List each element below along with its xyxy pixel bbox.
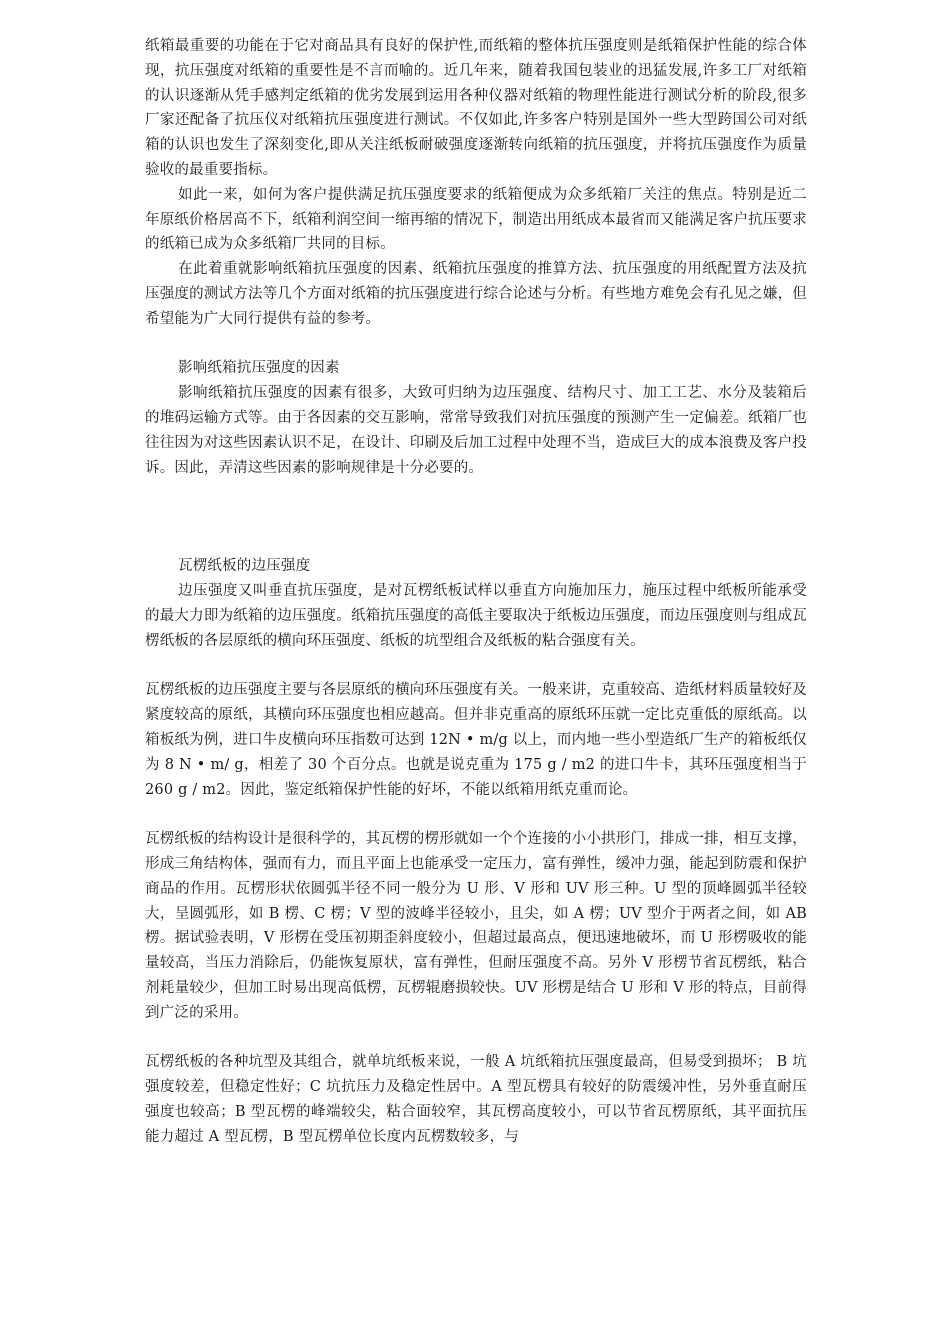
- section-paragraph: 边压强度又叫垂直抗压强度，是对瓦楞纸板试样以垂直方向施加压力，施压过程中纸板所能承受的最大力即为纸箱的边压强度。纸箱抗压强度的高低主要取决于纸板边压强度，而边压强度则与组成瓦楞纸板的各层原纸的横向环压强度、纸板的坑型组合及纸板的粘合强度有关。: [145, 583, 807, 649]
- paragraph-spacer: [145, 802, 807, 827]
- intro-paragraph: 纸箱最重要的功能在于它对商品具有良好的保护性,而纸箱的整体抗压强度则是纸箱保护性能的综合体现，抗压强度对纸箱的重要性是不言而喻的。近几年来，随着我国包装业的迅猛发展,许多工厂对纸箱的认识逐渐从凭手感判定纸箱的优劣发展到运用各种仪器对纸箱的物理性能进行测试分析的阶段,很多厂家还配备了抗压仪对纸箱抗压强度进行测试。不仅如此,许多客户特别是国外一些大型跨国公司对纸箱的认识也发生了深刻变化,即从关注纸板耐破强度逐渐转向纸箱的抗压强度，并将抗压强度作为质量验收的最重要指标。: [145, 38, 807, 178]
- paragraph-spacer: [145, 1025, 807, 1050]
- paragraph-spacer: [145, 332, 807, 357]
- paragraph-spacer: [145, 654, 807, 679]
- document-page: [145, 34, 807, 1149]
- intro-paragraph: 如此一来，如何为客户提供满足抗压强度要求的纸箱便成为众多纸箱厂关注的焦点。特别是近二年原纸价格居高不下，纸箱利润空间一缩再缩的情况下，制造出用纸成本最省而又能满足客户抗压要求的纸箱已成为众多纸箱厂共同的目标。: [145, 186, 807, 253]
- body-paragraph: 瓦楞纸板的各种坑型及其组合，就单坑纸板来说，一般 A 坑纸箱抗压强度最高，但易受到损坏； B 坑强度较差，但稳定性好；C 坑抗压力及稳定性居中。A 型瓦楞具有较好的防震缓冲性，另外垂直耐压强度也较高；B 型瓦楞的峰端较尖，粘合面较窄，其瓦楞高度较小，可以节省瓦楞原纸，其平面抗压能力超过 A 型瓦楞，B 型瓦楞单位长度内瓦楞数较多，与: [145, 1054, 807, 1145]
- body-paragraph: 瓦楞纸板的边压强度主要与各层原纸的横向环压强度有关。一般来讲，克重较高、造纸材料质量较好及紧度较高的原纸，其横向环压强度也相应越高。但并非克重高的原纸环压就一定比克重低的原纸高。以箱板纸为例，进口牛皮横向环压指数可达到 12N • m/g 以上，而内地一些小型造纸厂生产的箱板纸仅为 8 N • m/ g，相差了 30 个百分点。也就是说克重为 175 g / m2 的进口牛卡，其环压强度相当于 260 g / m2。因此，鉴定纸箱保护性能的好坏，不能以纸箱用纸克重而论。: [145, 682, 807, 798]
- paragraph-spacer: [145, 480, 807, 554]
- body-paragraph: 瓦楞纸板的结构设计是很科学的，其瓦楞的楞形就如一个个连接的小小拱形门，排成一排，相互支撑，形成三角结构体，强而有力，而且平面上也能承受一定压力，富有弹性，缓冲力强，能起到防震和保护商品的作用。瓦楞形状依圆弧半径不同一般分为 U 形、V 形和 UV 形三种。U 型的顶峰圆弧半径较大，呈圆弧形，如 B 楞、C 楞；V 型的波峰半径较小，且尖，如 A 楞；UV 型介于两者之间，如 AB 楞。据试验表明，V 形楞在受压初期歪斜度较小，但超过最高点，便迅速地破坏，而 U 形楞吸收的能量较高，当压力消除后，仍能恢复原状，富有弹性，但耐压强度不高。另外 V 形楞节省瓦楞纸，粘合剂耗量较少，但加工时易出现高低楞，瓦楞辊磨损较快。UV 形楞是结合 U 形和 V 形的特点，目前得到广泛的采用。: [145, 831, 807, 1021]
- section-heading: 瓦楞纸板的边压强度: [178, 558, 311, 575]
- section-heading: 影响纸箱抗压强度的因素: [178, 360, 340, 377]
- section-paragraph: 影响纸箱抗压强度的因素有很多，大致可归纳为边压强度、结构尺寸、加工工艺、水分及装箱后的堆码运输方式等。由于各因素的交互影响，常常导致我们对抗压强度的预测产生一定偏差。纸箱厂也往往因为对这些因素认识不足，在设计、印刷及后加工过程中处理不当，造成巨大的成本浪费及客户投诉。因此，弄清这些因素的影响规律是十分必要的。: [145, 385, 807, 476]
- intro-paragraph: 在此着重就影响纸箱抗压强度的因素、纸箱抗压强度的推算方法、抗压强度的用纸配置方法及抗压强度的测试方法等几个方面对纸箱的抗压强度进行综合论述与分析。有些地方难免会有孔见之嫌，但希望能为广大同行提供有益的参考。: [145, 261, 807, 327]
